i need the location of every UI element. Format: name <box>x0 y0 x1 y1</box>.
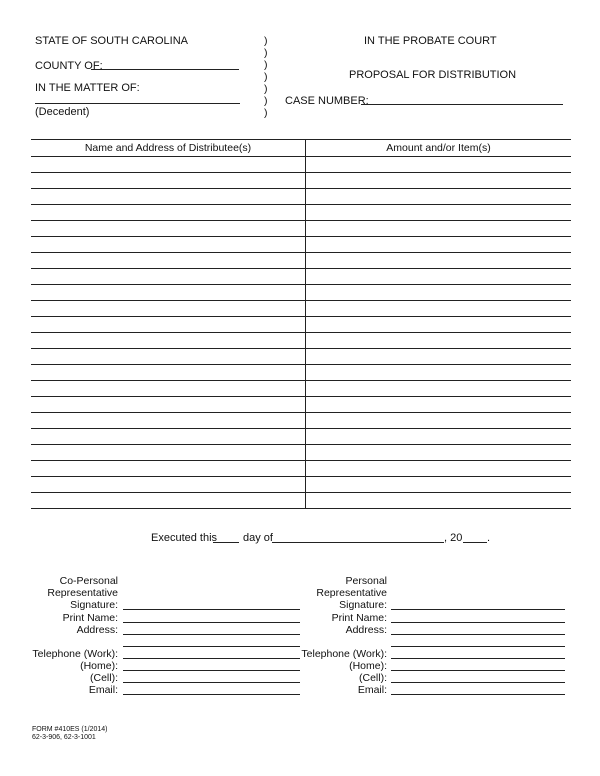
case-number-field[interactable] <box>361 104 563 105</box>
paren: ) <box>264 107 268 119</box>
table-row[interactable] <box>31 284 571 285</box>
left-title-line1: Co-Personal <box>59 575 118 587</box>
table-row[interactable] <box>31 364 571 365</box>
left-address-label: Address: <box>76 624 118 636</box>
executed-day-label: day of <box>243 532 273 544</box>
right-tel-cell-field[interactable] <box>391 682 565 683</box>
table-row[interactable] <box>31 428 571 429</box>
table-row[interactable] <box>31 300 571 301</box>
county-field[interactable] <box>91 69 239 70</box>
table-row[interactable] <box>31 268 571 269</box>
table-row[interactable] <box>31 476 571 477</box>
state-label: STATE OF SOUTH CAROLINA <box>35 35 188 47</box>
right-address-field-1[interactable] <box>391 634 565 635</box>
executed-year-suffix: . <box>487 532 491 544</box>
table-row[interactable] <box>31 396 571 397</box>
right-email-label: Email: <box>357 684 387 696</box>
executed-year-field[interactable] <box>463 542 487 543</box>
executed-prefix: Executed this <box>151 532 218 544</box>
left-tel-home-field[interactable] <box>123 670 300 671</box>
right-print-name-field[interactable] <box>391 622 565 623</box>
right-tel-home-field[interactable] <box>391 670 565 671</box>
table-row[interactable] <box>31 492 571 493</box>
table-row[interactable] <box>31 188 571 189</box>
table-row[interactable] <box>31 412 571 413</box>
column-divider <box>305 140 306 508</box>
table-row[interactable] <box>31 236 571 237</box>
executed-month-field[interactable] <box>272 542 444 543</box>
table-row[interactable] <box>31 444 571 445</box>
table-row[interactable] <box>31 348 571 349</box>
table-row[interactable] <box>31 172 571 173</box>
county-label: COUNTY OF: <box>35 60 103 72</box>
right-email-field[interactable] <box>391 694 565 695</box>
left-tel-cell-label: (Cell): <box>90 672 118 684</box>
left-address-field-1[interactable] <box>123 634 300 635</box>
right-title-line2: Representative <box>316 587 387 599</box>
right-print-name-label: Print Name: <box>331 612 387 624</box>
table-row[interactable] <box>31 380 571 381</box>
left-tel-home-label: (Home): <box>80 660 118 672</box>
matter-field[interactable] <box>35 103 240 104</box>
right-tel-cell-label: (Cell): <box>359 672 387 684</box>
left-signature-label: Signature: <box>70 599 118 611</box>
left-email-field[interactable] <box>123 694 300 695</box>
matter-label: IN THE MATTER OF: <box>35 82 140 94</box>
executed-year-prefix: , 20 <box>444 532 463 544</box>
paren: ) <box>264 47 268 59</box>
table-row[interactable] <box>31 156 571 157</box>
statute-reference: 62-3-906, 62-3-1001 <box>32 734 96 741</box>
executed-day-field[interactable] <box>213 542 239 543</box>
table-row[interactable] <box>31 316 571 317</box>
left-tel-work-label: Telephone (Work): <box>32 648 118 660</box>
table-row[interactable] <box>31 220 571 221</box>
right-tel-home-label: (Home): <box>349 660 387 672</box>
table-row[interactable] <box>31 204 571 205</box>
case-number-label: CASE NUMBER: <box>285 95 369 107</box>
paren: ) <box>264 83 268 95</box>
paren: ) <box>264 35 268 47</box>
left-signature-field[interactable] <box>123 609 300 610</box>
table-row[interactable] <box>31 332 571 333</box>
right-address-label: Address: <box>345 624 387 636</box>
paren: ) <box>264 95 268 107</box>
table-row[interactable] <box>31 460 571 461</box>
court-label: IN THE PROBATE COURT <box>364 35 497 47</box>
left-print-name-field[interactable] <box>123 622 300 623</box>
right-signature-label: Signature: <box>339 599 387 611</box>
col-header-amount: Amount and/or Item(s) <box>386 142 491 154</box>
paren: ) <box>264 71 268 83</box>
right-title-line1: Personal <box>345 575 387 587</box>
right-tel-work-field[interactable] <box>391 658 565 659</box>
left-print-name-label: Print Name: <box>62 612 118 624</box>
table-row[interactable] <box>31 252 571 253</box>
paren: ) <box>264 59 268 71</box>
right-tel-work-label: Telephone (Work): <box>301 648 387 660</box>
right-address-field-2[interactable] <box>391 646 565 647</box>
decedent-label: (Decedent) <box>35 106 90 118</box>
left-tel-cell-field[interactable] <box>123 682 300 683</box>
left-address-field-2[interactable] <box>123 646 300 647</box>
form-id: FORM #410ES (1/2014) <box>32 726 108 733</box>
right-signature-field[interactable] <box>391 609 565 610</box>
left-title-line2: Representative <box>47 587 118 599</box>
left-email-label: Email: <box>88 684 118 696</box>
distribution-table <box>31 139 571 509</box>
col-header-distributee: Name and Address of Distributee(s) <box>84 142 252 154</box>
left-tel-work-field[interactable] <box>123 658 300 659</box>
form-title: PROPOSAL FOR DISTRIBUTION <box>349 69 517 81</box>
